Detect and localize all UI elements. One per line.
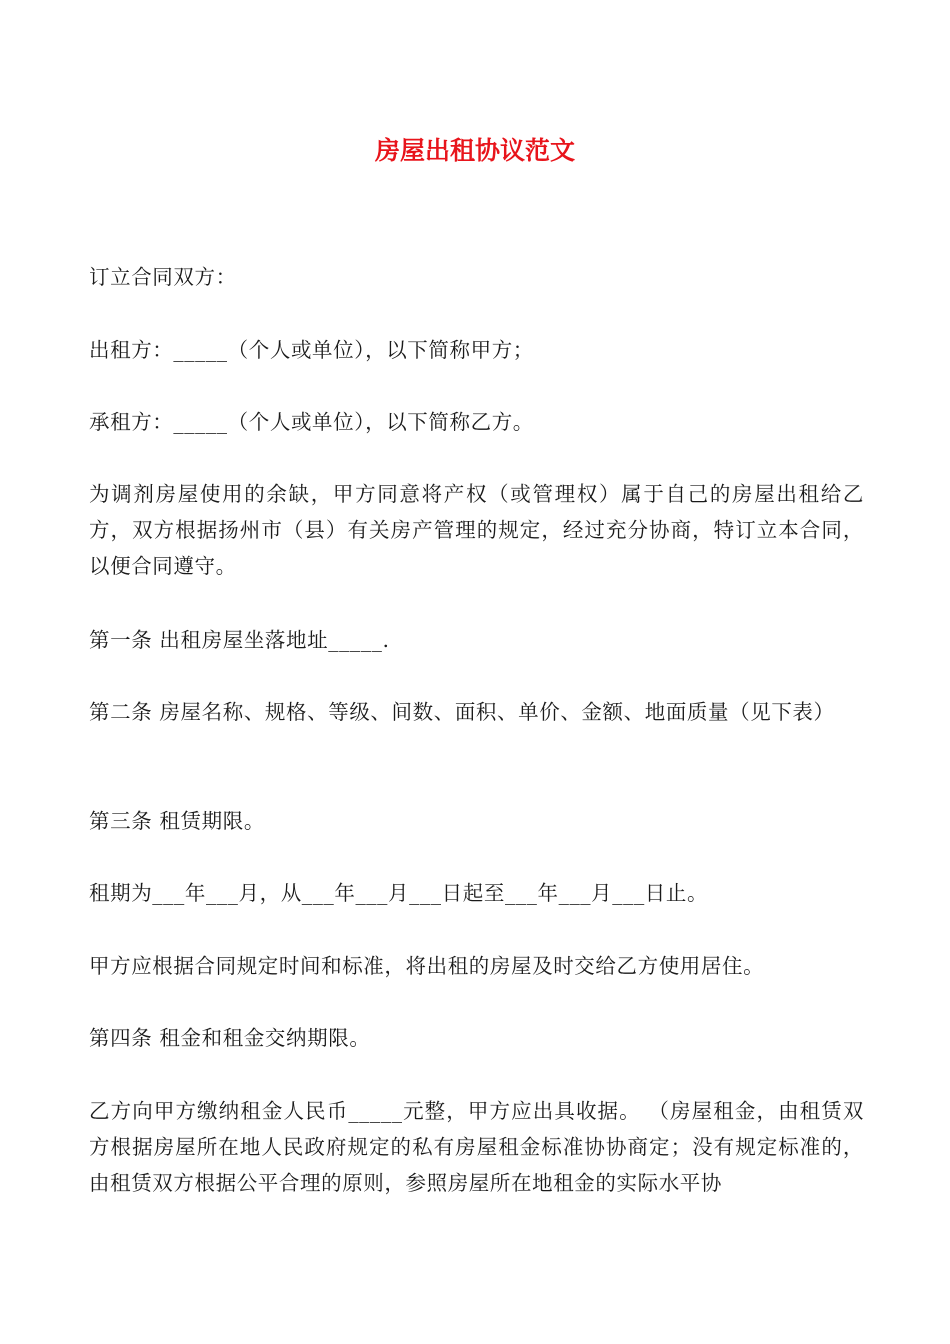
paragraph-lessee: 承租方：_____（个人或单位），以下简称乙方。 xyxy=(89,410,534,434)
paragraph-article-3: 第三条 租赁期限。 xyxy=(89,809,265,833)
document-title: 房屋出租协议范文 xyxy=(374,136,575,165)
paragraph-article-2: 第二条 房屋名称、规格、等级、间数、面积、单价、金额、地面质量（见下表） xyxy=(89,700,835,724)
paragraph-article-1: 第一条 出租房屋坐落地址_____. xyxy=(89,628,390,652)
paragraph-handover: 甲方应根据合同规定时间和标准，将出租的房屋及时交给乙方使用居住。 xyxy=(89,954,765,978)
paragraph-lessor: 出租方：_____（个人或单位），以下简称甲方； xyxy=(89,338,534,362)
paragraph-purpose: 为调剂房屋使用的余缺，甲方同意将产权（或管理权）属于自己的房屋出租给乙方，双方根据扬州市（县）有关房产管理的规定，经过充分协商，特订立本合同，以便合同遵守。 xyxy=(89,482,864,578)
paragraph-parties-intro: 订立合同双方： xyxy=(89,265,237,289)
paragraph-article-4: 第四条 租金和租金交纳期限。 xyxy=(89,1026,371,1050)
paragraph-rent-payment: 乙方向甲方缴纳租金人民币_____元整，甲方应出具收据。 （房屋租金，由租赁双方根据房屋所在地人民政府规定的私有房屋租金标准协协商定；没有规定标准的，由租赁双方根据公平合理的原则，参照房屋所在地租金的实际水平协 xyxy=(89,1099,864,1195)
paragraph-lease-term: 租期为___年___月，从___年___月___日起至___年___月___日止。 xyxy=(89,881,709,905)
